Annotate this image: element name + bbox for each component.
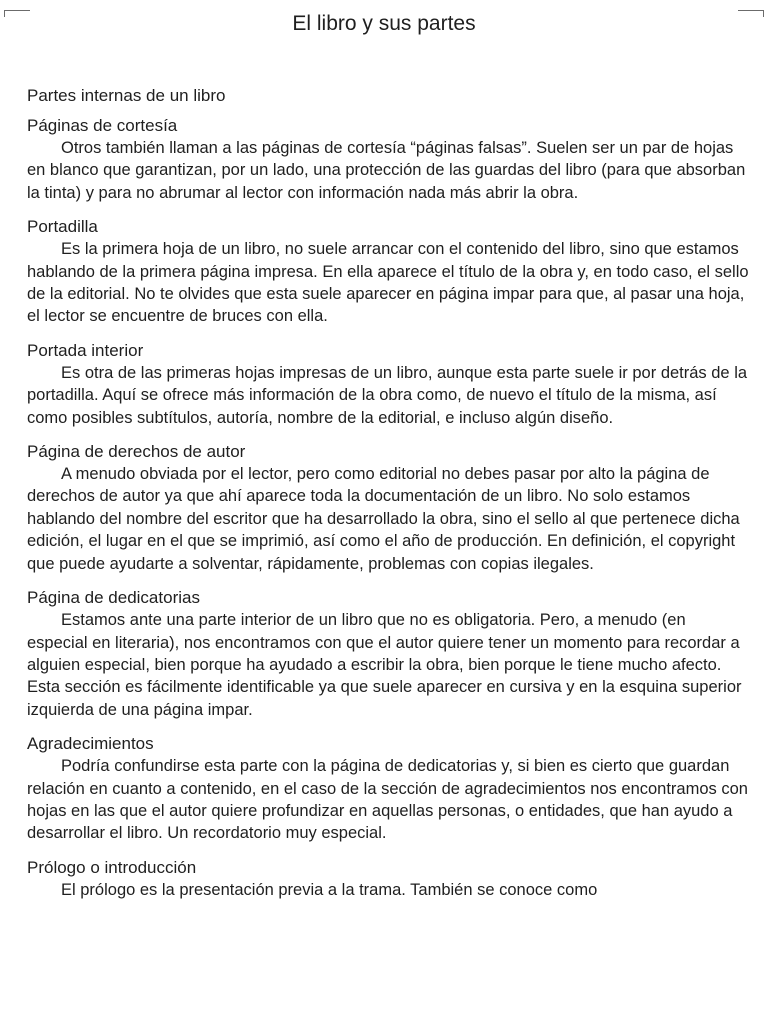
corner-mark-left [4,10,30,11]
section-dedicatorias [27,587,749,721]
section-derechos-de-autor [27,441,749,575]
section-title: Portadilla [27,217,98,237]
section-prologo [27,857,749,901]
section-body: Es otra de las primeras hojas impresas de un libro, aunque esta parte suele ir por detrás de la portadilla. Aquí se ofrece más información de la obra como, de nuevo el título de la misma, así como posibles subtítulos, autoría, nombre de la editorial, e incluso algún diseño. [27,363,748,427]
section-title: Agradecimientos [27,734,154,754]
section-body: Otros también llaman a las páginas de cortesía “páginas falsas”. Suelen ser un par de hojas en blanco que garantizan, por un lado, una protección de las guardas del libro (para que absorban la tinta) y para no abrumar al lector con información nada más abrir la obra. [27,139,746,202]
section-title: Prólogo o introducción [27,857,197,877]
section-title: Página de derechos de autor [27,442,246,462]
section-body: Podría confundirse esta parte con la página de dedicatorias y, si bien es cierto que guardan relación en cuanto a contenido, en el caso de la sección de agradecimientos nos encontramos con hojas en las que el autor quiere profundizar en aquellas personas, o entidades, que han ayudo a desarrollar el libro. Un recordatorio muy especial. [27,757,748,843]
document-body [27,86,749,913]
section-body: Es la primera hoja de un libro, no suele arrancar con el contenido del libro, sino que estamos hablando de la primera página impresa. En ella aparece el título de la obra y, en todo caso, el sello de la editorial. No te olvides que esta suele aparecer en página impar para que, al pasar una hoja, el lector se encuentre de bruces con ella. [27,240,749,326]
section-title: Página de dedicatorias [27,588,200,608]
page-title: El libro y sus partes [292,12,476,35]
section-body: Estamos ante una parte interior de un libro que no es obligatoria. Pero, a menudo (en especial en literaria), nos encontramos con que el autor quiere tener un momento para recordar a alguien especial, bien porque ha ayudado a escribir la obra, bien porque le tiene mucho afecto. Esta sección es fácilmente identificable ya que suele aparecer en cursiva y en la esquina superior izquierda de una página impar. [27,611,742,719]
corner-mark-right [738,10,764,11]
section-paginas-de-cortesia [27,115,749,204]
section-body: El prólogo es la presentación previa a la trama. También se conoce como [61,880,598,899]
section-agradecimientos [27,733,749,845]
section-body: A menudo obviada por el lector, pero como editorial no debes pasar por alto la página de derechos de autor ya que ahí aparece toda la documentación de un libro. No solo estamos hablando del nombre del escritor que ha desarrollado la obra, sino el sello al que pertenece dicha edición, el lugar en el que se imprimió, así como el año de producción. En definición, el copyright que puede ayudarte a solventar, rápidamente, problemas con copias ilegales. [27,465,740,573]
section-portada-interior [27,340,749,429]
section-title: Portada interior [27,340,144,360]
part-heading: Partes internas de un libro [27,86,226,105]
section-portadilla [27,216,749,328]
section-title: Páginas de cortesía [27,116,178,135]
